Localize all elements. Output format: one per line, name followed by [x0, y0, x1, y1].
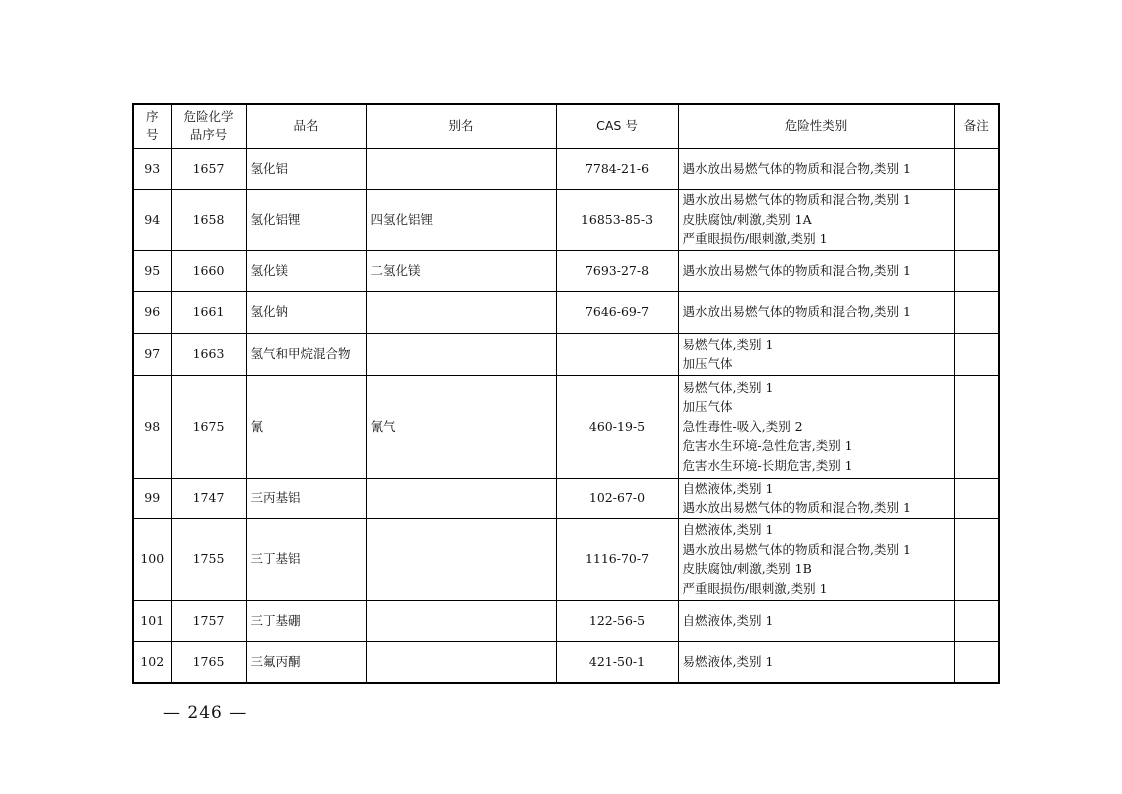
table-row	[133, 333, 999, 375]
cell-alias	[366, 641, 556, 683]
hazardous-chemicals-table	[132, 103, 1000, 684]
hazard-class-line: 易燃液体,类别 1	[682, 654, 774, 669]
hazard-class-line: 易燃气体,类别 1	[682, 336, 774, 352]
table-row	[133, 375, 999, 478]
cell-name: 氢化钠	[246, 291, 366, 333]
cell-name: 氢化铝锂	[246, 189, 366, 250]
table-row	[133, 478, 999, 518]
cell-hazard	[678, 291, 954, 333]
cell-alias	[366, 333, 556, 375]
cell-seq: 98	[133, 375, 171, 478]
header-hazard: 危险性类别	[678, 104, 954, 148]
hazard-class-line: 严重眼损伤/眼刺激,类别 1	[682, 580, 828, 596]
cell-cas: 7784-21-6	[556, 148, 678, 189]
cell-remark	[954, 600, 999, 641]
cell-name: 三丁基铝	[246, 518, 366, 600]
hazard-class-line: 自燃液体,类别 1	[682, 612, 774, 628]
hazard-class-line: 遇水放出易燃气体的物质和混合物,类别 1	[682, 304, 911, 320]
page-number: — 246 —	[163, 703, 248, 723]
table-row	[133, 518, 999, 600]
cell-name: 氢气和甲烷混合物	[246, 333, 366, 375]
cell-hazard	[678, 600, 954, 641]
header-alias: 别名	[366, 104, 556, 148]
table-row	[133, 291, 999, 333]
table-row	[133, 189, 999, 250]
header-seq: 序 号	[133, 104, 171, 148]
header-cas: CAS 号	[556, 104, 678, 148]
cell-name: 三丙基铝	[246, 478, 366, 518]
cell-seq: 102	[133, 641, 171, 683]
cell-alias	[366, 291, 556, 333]
cell-remark	[954, 189, 999, 250]
cell-name: 氢化镁	[246, 250, 366, 291]
cell-seq: 97	[133, 333, 171, 375]
cell-catalog-no: 1757	[171, 600, 246, 641]
cell-alias	[366, 518, 556, 600]
cell-seq: 96	[133, 291, 171, 333]
cell-seq: 100	[133, 518, 171, 600]
cell-cas: 1116-70-7	[556, 518, 678, 600]
header-catalog-no: 危险化学 品序号	[171, 104, 246, 148]
hazard-class-line: 遇水放出易燃气体的物质和混合物,类别 1	[682, 262, 911, 278]
cell-catalog-no: 1658	[171, 189, 246, 250]
cell-hazard	[678, 189, 954, 250]
table-header-row	[133, 104, 999, 148]
hazard-class-line: 遇水放出易燃气体的物质和混合物,类别 1	[682, 192, 911, 208]
cell-hazard	[678, 641, 954, 683]
hazard-class-line: 加压气体	[682, 399, 733, 415]
hazard-class-line: 自燃液体,类别 1	[682, 480, 774, 496]
hazard-class-line: 遇水放出易燃气体的物质和混合物,类别 1	[682, 500, 911, 515]
cell-hazard	[678, 333, 954, 375]
cell-alias: 四氢化铝锂	[366, 189, 556, 250]
cell-alias	[366, 478, 556, 518]
cell-remark	[954, 148, 999, 189]
cell-remark	[954, 375, 999, 478]
table-row	[133, 148, 999, 189]
cell-hazard	[678, 375, 954, 478]
cell-alias: 氰气	[366, 375, 556, 478]
cell-catalog-no: 1675	[171, 375, 246, 478]
header-remark: 备注	[954, 104, 999, 148]
cell-catalog-no: 1660	[171, 250, 246, 291]
cell-remark	[954, 518, 999, 600]
table-row	[133, 641, 999, 683]
cell-seq: 101	[133, 600, 171, 641]
cell-catalog-no: 1661	[171, 291, 246, 333]
cell-remark	[954, 641, 999, 683]
cell-name: 三丁基硼	[246, 600, 366, 641]
cell-catalog-no: 1663	[171, 333, 246, 375]
cell-alias	[366, 148, 556, 189]
hazard-class-line: 危害水生环境-长期危害,类别 1	[682, 457, 853, 473]
cell-cas: 122-56-5	[556, 600, 678, 641]
cell-seq: 95	[133, 250, 171, 291]
hazard-class-line: 严重眼损伤/眼刺激,类别 1	[682, 231, 828, 247]
hazard-class-line: 易燃气体,类别 1	[682, 379, 774, 395]
cell-catalog-no: 1747	[171, 478, 246, 518]
cell-alias	[366, 600, 556, 641]
cell-seq: 99	[133, 478, 171, 518]
cell-cas: 16853-85-3	[556, 189, 678, 250]
hazard-class-line: 自燃液体,类别 1	[682, 522, 774, 537]
hazard-class-line: 皮肤腐蚀/刺激,类别 1A	[682, 211, 812, 227]
cell-catalog-no: 1657	[171, 148, 246, 189]
cell-seq: 93	[133, 148, 171, 189]
cell-hazard	[678, 478, 954, 518]
cell-remark	[954, 478, 999, 518]
table-row	[133, 600, 999, 641]
cell-seq: 94	[133, 189, 171, 250]
cell-hazard	[678, 250, 954, 291]
cell-cas: 7646-69-7	[556, 291, 678, 333]
cell-remark	[954, 333, 999, 375]
hazard-class-line: 加压气体	[682, 356, 733, 371]
cell-cas	[556, 333, 678, 375]
cell-hazard	[678, 518, 954, 600]
cell-remark	[954, 250, 999, 291]
cell-remark	[954, 291, 999, 333]
cell-catalog-no: 1765	[171, 641, 246, 683]
hazard-class-line: 危害水生环境-急性危害,类别 1	[682, 438, 853, 454]
hazard-class-line: 遇水放出易燃气体的物质和混合物,类别 1	[682, 541, 911, 557]
cell-catalog-no: 1755	[171, 518, 246, 600]
cell-cas: 7693-27-8	[556, 250, 678, 291]
cell-hazard	[678, 148, 954, 189]
cell-name: 氢化铝	[246, 148, 366, 189]
hazard-class-line: 遇水放出易燃气体的物质和混合物,类别 1	[682, 160, 911, 176]
cell-cas: 102-67-0	[556, 478, 678, 518]
hazard-class-line: 皮肤腐蚀/刺激,类别 1B	[682, 561, 812, 576]
header-name: 品名	[246, 104, 366, 148]
cell-name: 氰	[246, 375, 366, 478]
table-row	[133, 250, 999, 291]
cell-name: 三氟丙酮	[246, 641, 366, 683]
hazard-class-line: 急性毒性-吸入,类别 2	[682, 418, 803, 434]
cell-cas: 421-50-1	[556, 641, 678, 683]
cell-cas: 460-19-5	[556, 375, 678, 478]
cell-alias: 二氢化镁	[366, 250, 556, 291]
